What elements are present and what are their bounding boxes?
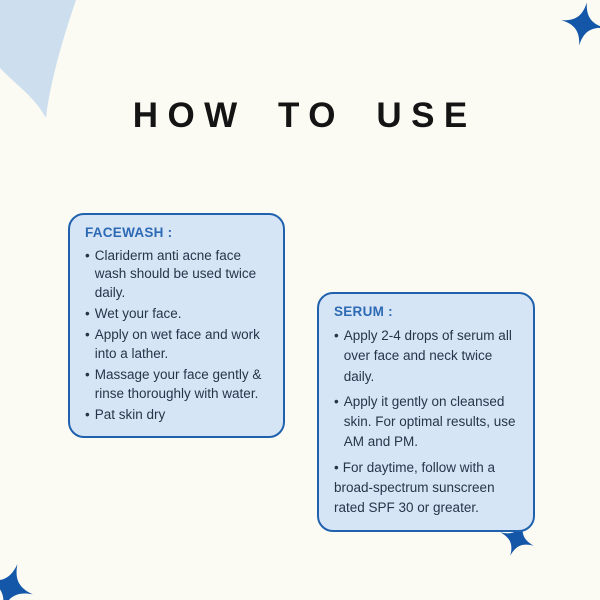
facewash-card — [68, 213, 285, 438]
bullet-text: Apply on wet face and work into a lather. — [94, 327, 260, 361]
bullet-marker: • — [85, 327, 90, 343]
facewash-card-heading: FACEWASH : — [85, 225, 173, 240]
bullet-marker: • — [85, 248, 90, 263]
bullet-marker: • — [334, 328, 339, 343]
list-item — [85, 406, 271, 424]
facewash-bullet-list — [85, 247, 271, 424]
bullet-marker: • — [85, 306, 90, 322]
list-item — [85, 305, 271, 323]
bullet-text: Massage your face gently & rinse thoroughly with water. — [94, 367, 262, 401]
bullet-text: Wet your face. — [94, 306, 182, 322]
serum-bullet-list — [334, 326, 521, 518]
bullet-marker: • — [334, 393, 339, 409]
bullet-text: Apply 2-4 drops of serum all over face and neck twice daily. — [343, 328, 512, 384]
bullet-text: Clariderm anti acne face wash should be used twice daily. — [94, 248, 257, 300]
sparkle-icon — [0, 557, 40, 600]
bullet-text: For daytime, follow with a broad-spectrum sunscreen rated SPF 30 or greater. — [334, 459, 496, 515]
list-item — [334, 326, 521, 387]
bullet-marker: • — [85, 367, 90, 383]
list-item — [334, 458, 521, 519]
bullet-text: Pat skin dry — [94, 406, 166, 422]
serum-card — [317, 292, 535, 532]
bullet-text: Apply it gently on cleansed skin. For optimal results, use AM and PM. — [343, 393, 516, 450]
list-item — [334, 392, 521, 453]
list-item — [85, 326, 271, 363]
page-title: HOW TO USE — [132, 96, 477, 135]
list-item — [85, 366, 271, 403]
list-item — [85, 247, 271, 302]
serum-card-heading: SERUM : — [334, 304, 393, 319]
sparkle-icon — [558, 0, 600, 49]
bullet-marker: • — [85, 406, 90, 422]
bullet-marker: • — [334, 459, 339, 475]
